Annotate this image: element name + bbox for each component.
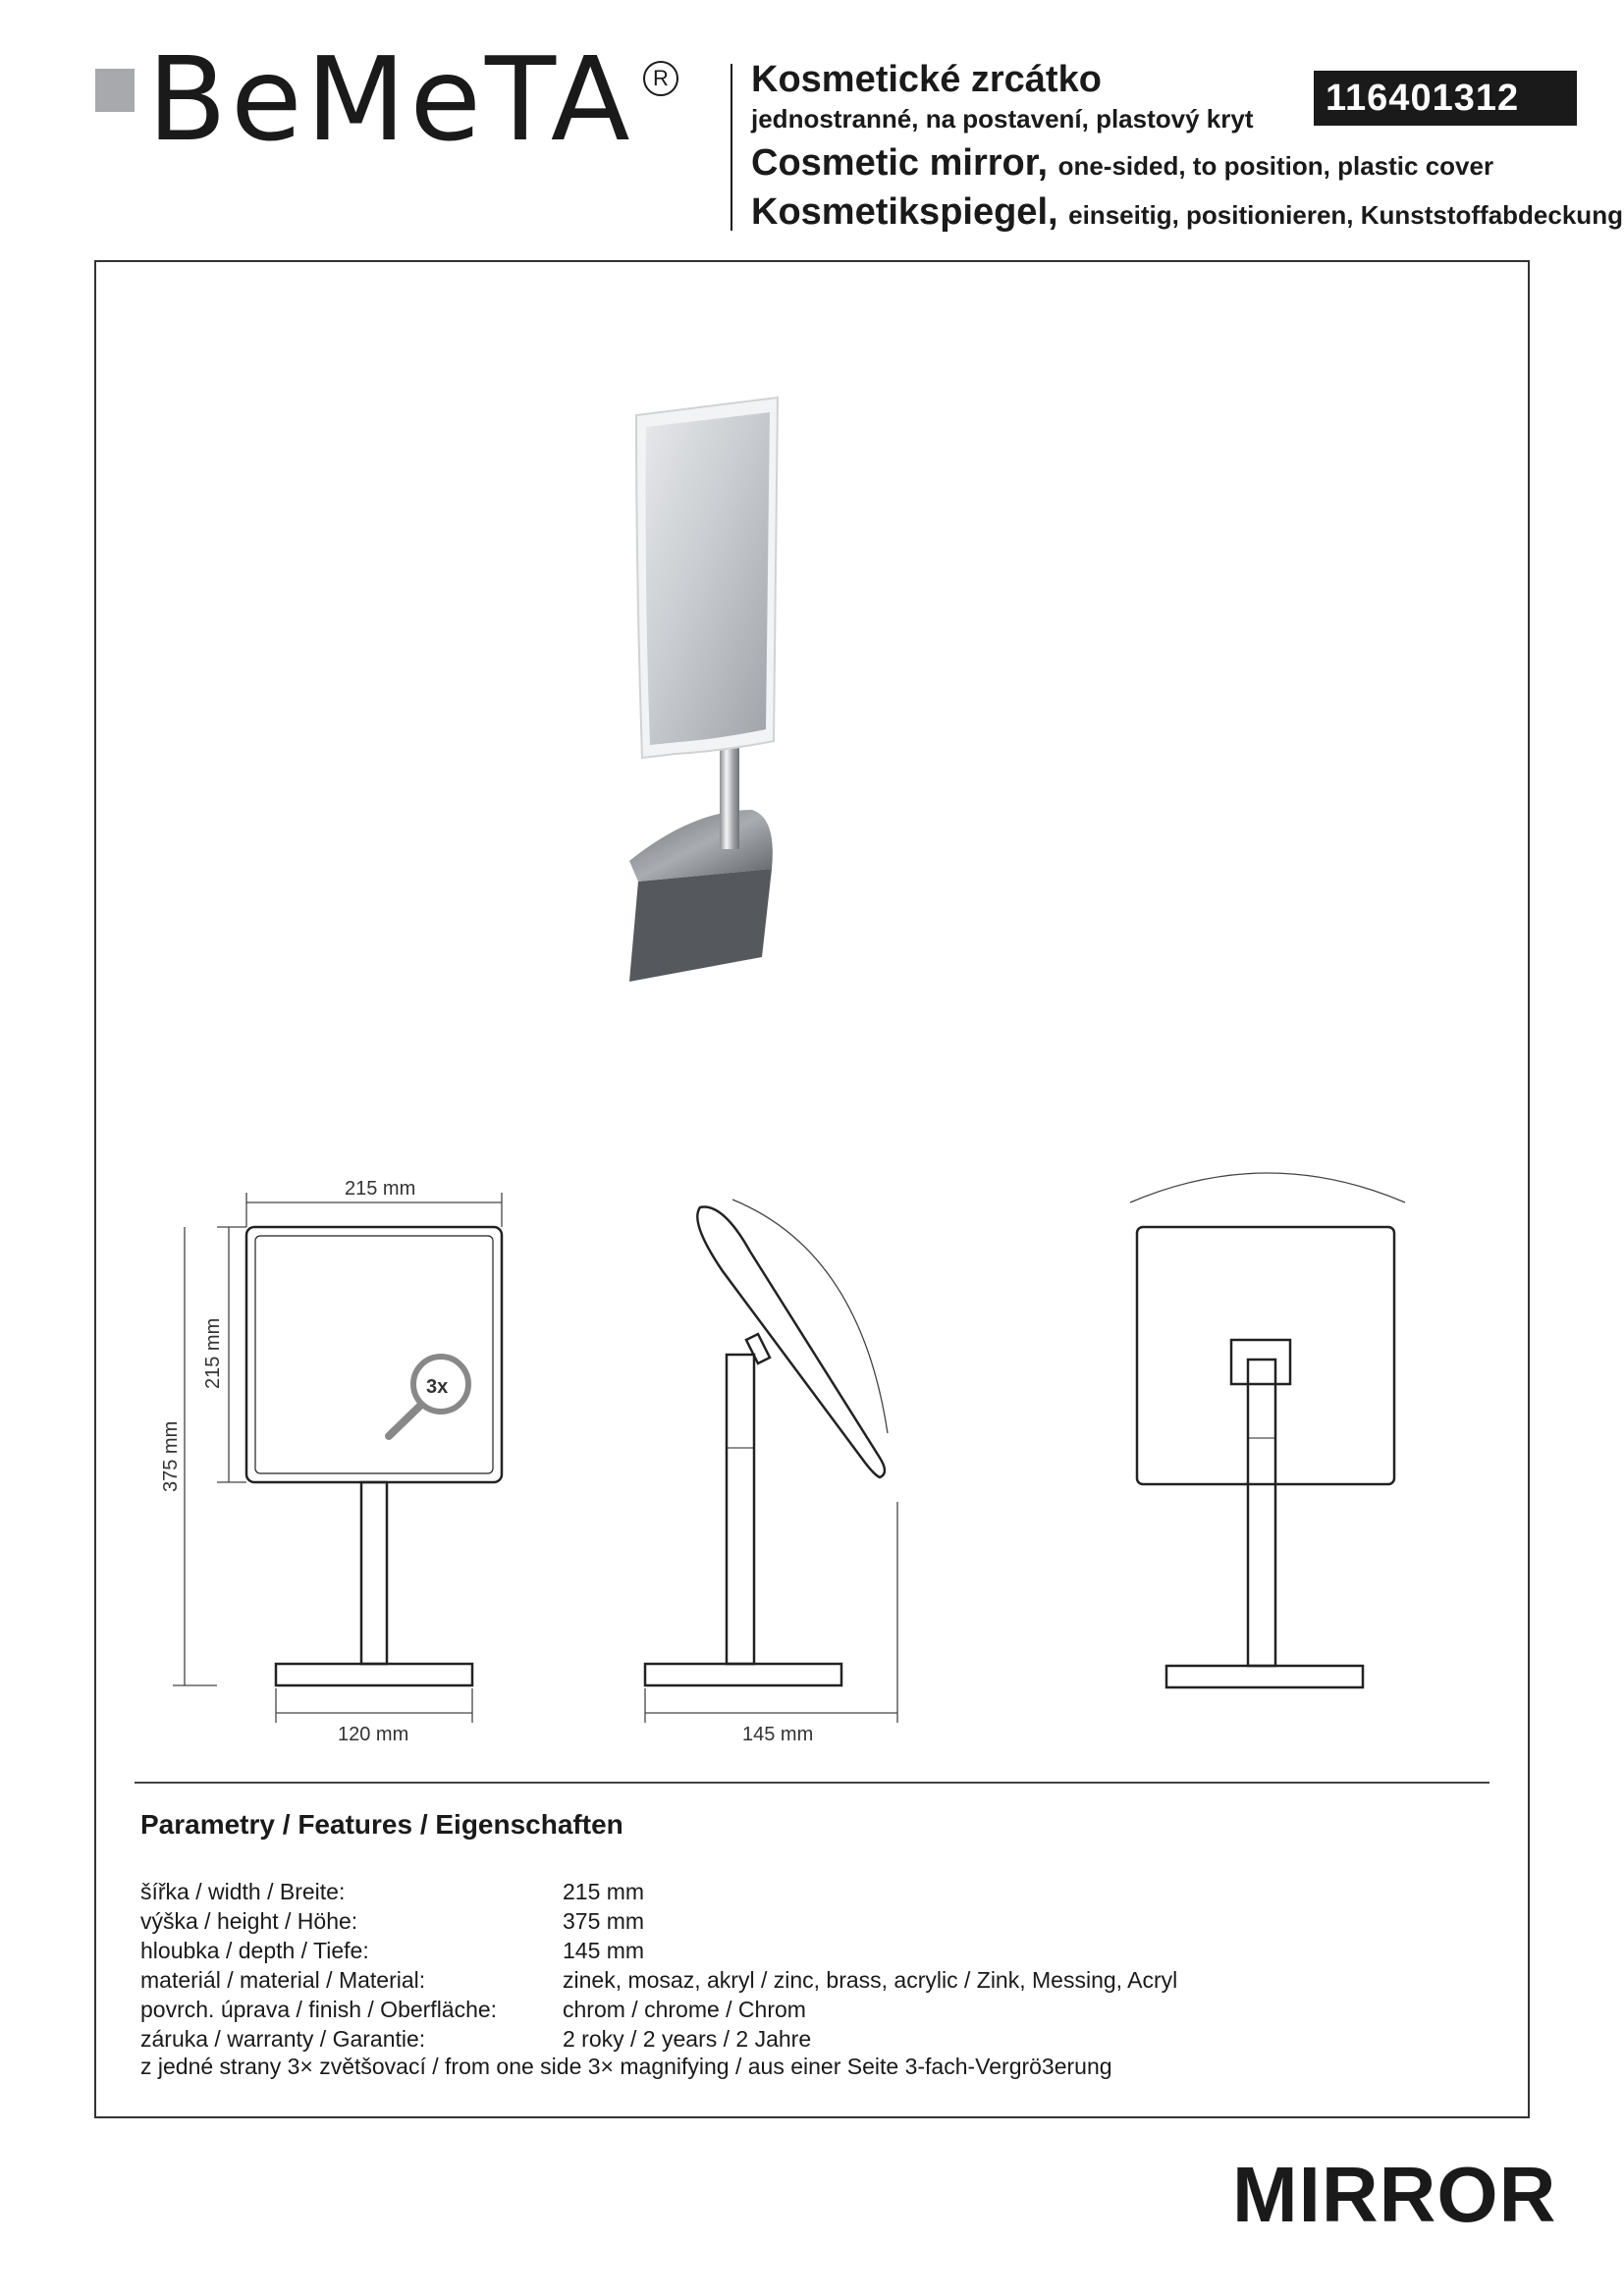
base-width-label: 120 mm: [338, 1724, 409, 1745]
section-divider: [135, 1782, 1489, 1784]
title-german-main: Kosmetikspiegel,: [751, 191, 1058, 233]
product-code-badge: 116401312: [1314, 71, 1577, 126]
title-german-sub: einseitig, positionieren, Kunststoffabdeckung: [1068, 200, 1623, 230]
rotation-arc: [1130, 1173, 1405, 1202]
total-height-label: 375 mm: [160, 1420, 182, 1492]
product-photo: [629, 398, 778, 982]
spec-row-warranty: [140, 2024, 1177, 2054]
spec-value: chrom / chrome / Chrom: [563, 1997, 806, 2022]
spec-value: zinek, mosaz, akryl / zinc, brass, acrylic / Zink, Messing, Acryl: [563, 1967, 1178, 1993]
brand-logo: BeMeTA: [147, 31, 634, 167]
spec-label: materiál / material / Material:: [140, 1967, 426, 1993]
side-view: [645, 1207, 885, 1685]
spec-label: šířka / width / Breite:: [140, 1879, 346, 1904]
side-depth-label: 145 mm: [742, 1724, 814, 1745]
back-view: [1137, 1227, 1394, 1687]
features-title: Parametry / Features / Eigenschaften: [140, 1809, 623, 1840]
spec-label: hloubka / depth / Tiefe:: [140, 1938, 369, 1963]
spec-label: záruka / warranty / Garantie:: [140, 2026, 426, 2052]
category-label: MIRROR: [1232, 2151, 1557, 2238]
magnification-note: z jedné strany 3× zvětšovací / from one side 3× magnifying / aus einer Seite 3-fach-Vergrö3erung: [140, 2054, 1112, 2079]
magnify-label: 3x: [426, 1376, 449, 1398]
spec-row-material: [140, 1965, 1177, 1995]
spec-label: výška / height / Höhe:: [140, 1908, 358, 1934]
spec-row-width: [140, 1877, 1177, 1906]
front-width-label: 215 mm: [345, 1178, 416, 1200]
front-view: [246, 1227, 502, 1685]
spec-value: 375 mm: [563, 1908, 645, 1934]
title-english-main: Cosmetic mirror,: [751, 142, 1048, 184]
spec-value: 2 roky / 2 years / 2 Jahre: [563, 2026, 812, 2052]
subtitle-czech: jednostranné, na postavení, plastový kryt: [751, 104, 1254, 133]
title-english-sub: one-sided, to position, plastic cover: [1057, 151, 1494, 181]
header-divider: [731, 64, 732, 231]
side-dimensions: [645, 1200, 897, 1723]
logo-mark: [95, 69, 135, 112]
technical-drawings: [94, 260, 1530, 1791]
front-dimensions: [173, 1193, 502, 1723]
spec-row-finish: [140, 1995, 1177, 2024]
spec-value: 215 mm: [563, 1879, 645, 1904]
spec-value: 145 mm: [563, 1938, 645, 1963]
spec-row-height: [140, 1906, 1177, 1936]
mirror-height-label: 215 mm: [202, 1317, 224, 1389]
registered-mark: R: [643, 61, 678, 96]
spec-row-depth: [140, 1936, 1177, 1965]
title-english: [751, 142, 1493, 185]
spec-table: [140, 1877, 1177, 2054]
title-czech: Kosmetické zrcátko: [751, 59, 1102, 100]
title-german: [751, 191, 1623, 234]
spec-label: povrch. úprava / finish / Oberfläche:: [140, 1997, 498, 2022]
